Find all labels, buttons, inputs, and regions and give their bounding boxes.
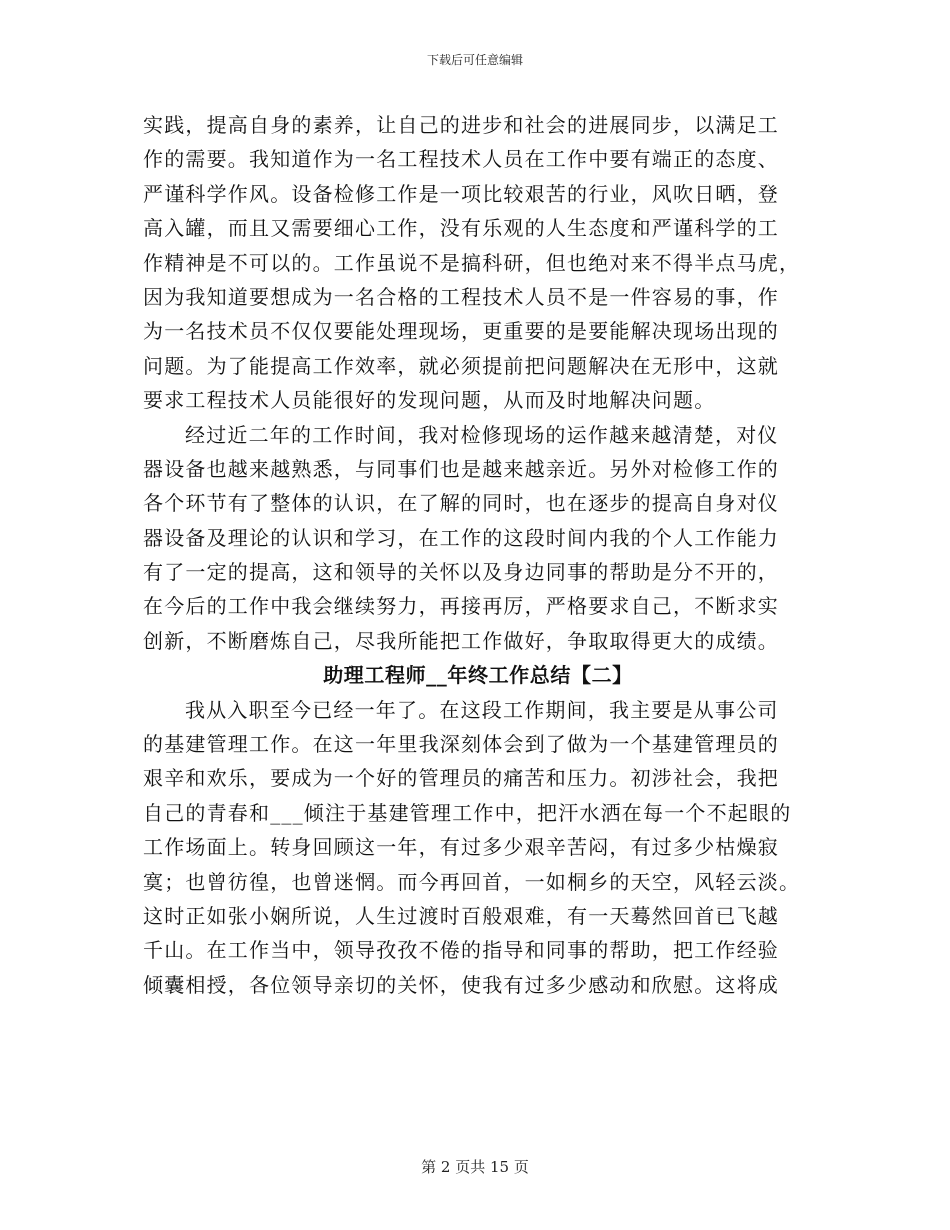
text-line: 工作场面上。转身回顾这一年，有过多少艰辛苦闷，有过多少枯燥寂 (143, 835, 779, 860)
text-line: 要求工程技术人员能很好的发现问题，从而及时地解决问题。 (143, 388, 716, 413)
text-line: 作的需要。我知道作为一名工程技术人员在工作中要有端正的态度、 (143, 147, 779, 172)
text-line: 经过近二年的工作时间，我对检修现场的运作越来越清楚，对仪 (185, 422, 779, 447)
paragraph (143, 418, 813, 659)
text-line: 自己的青春和___倾注于基建管理工作中，把汗水洒在每一个不起眼的 (143, 800, 792, 825)
text-line: 严谨科学作风。设备检修工作是一项比较艰苦的行业，风吹日晒，登 (143, 181, 779, 206)
text-line: 艰辛和欢乐，要成为一个好的管理员的痛苦和压力。初涉社会，我把 (143, 766, 779, 791)
text-line: 实践，提高自身的素养，让自己的进步和社会的进展同步，以满足工 (143, 113, 779, 137)
text-line: 创新，不断磨炼自己，尽我所能把工作做好，争取取得更大的成绩。 (143, 628, 779, 653)
text-line: 寞；也曾彷徨，也曾迷惘。而今再回首，一如桐乡的天空，风轻云淡。 (143, 869, 801, 894)
text-line: 在今后的工作中我会继续努力，再接再厉，严格要求自己，不断求实 (143, 594, 779, 619)
paragraph (143, 693, 813, 1003)
text-line: 高入罐，而且又需要细心工作，没有乐观的人生态度和严谨科学的工 (143, 216, 779, 241)
text-line: 各个环节有了整体的认识，在了解的同时，也在逐步的提高自身对仪 (143, 491, 779, 516)
text-line: 为一名技术员不仅仅要能处理现场，更重要的是要能解决现场出现的 (143, 319, 779, 344)
text-line: 作精神是不可以的。工作虽说不是搞科研，但也绝对来不得半点马虎， (143, 250, 801, 275)
text-line: 的基建管理工作。在这一年里我深刻体会到了做为一个基建管理员的 (143, 732, 779, 757)
text-line: 器设备也越来越熟悉，与同事们也是越来越亲近。另外对检修工作的 (143, 456, 779, 481)
text-line: 因为我知道要想成为一名合格的工程技术人员不是一件容易的事，作 (143, 284, 779, 309)
text-line: 有了一定的提高，这和领导的关怀以及身边同事的帮助是分不开的， (143, 560, 779, 585)
page-number: 第 2 页共 15 页 (421, 1158, 529, 1176)
section-heading: 助理工程师__年终工作总结【二】 (323, 663, 633, 688)
page-header: 下载后可任意编辑 (426, 53, 523, 67)
text-line: 器设备及理论的认识和学习，在工作的这段时间内我的个人工作能力 (143, 525, 779, 550)
text-line: 我从入职至今已经一年了。在这段工作期间，我主要是从事公司 (185, 697, 779, 722)
paragraph (143, 108, 813, 418)
document-body (143, 108, 813, 1002)
text-line: 倾囊相授，各位领导亲切的关怀，使我有过多少感动和欣慰。这将成 (143, 972, 779, 997)
text-line: 千山。在工作当中，领导孜孜不倦的指导和同事的帮助，把工作经验 (143, 938, 779, 963)
text-line: 这时正如张小娴所说，人生过渡时百般艰难，有一天蓦然回首已飞越 (143, 903, 779, 928)
text-line: 问题。为了能提高工作效率，就必须提前把问题解决在无形中，这就 (143, 353, 779, 378)
